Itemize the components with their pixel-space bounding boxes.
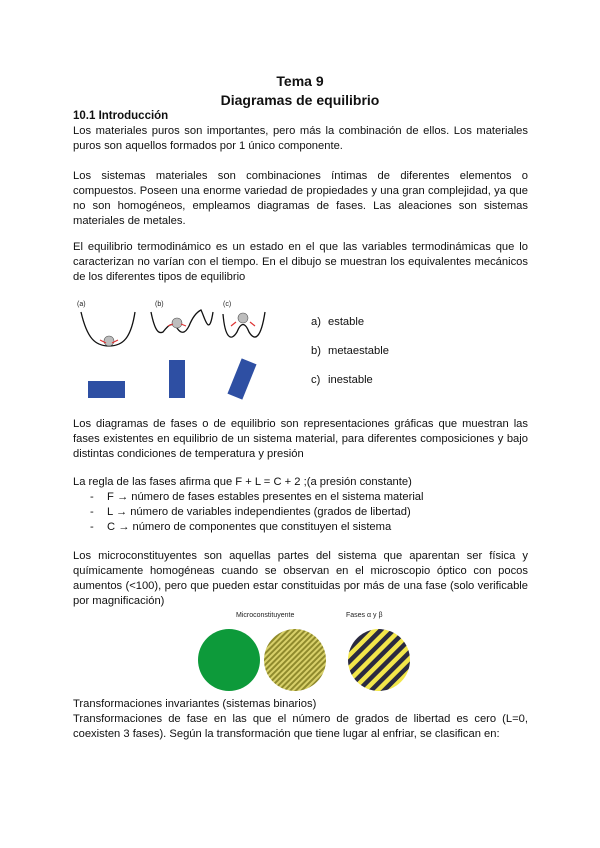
- paragraph-material-systems: Los sistemas materiales son combinaciones íntimas de diferentes elementos o compuestos. Poseen una enorme variedad de propiedades y una gran complejidad, ya que no son homogéneos, empleamos diagramas de fases. Las aleaciones son sistemas materiales de metales.: [73, 170, 528, 227]
- paragraph-phase-diagrams: Los diagramas de fases o de equilibrio son representaciones gráficas que muestran las fases existentes en equilibrio de un sistema material, para diferentes composiciones y bajo distintas condiciones de temperatura y presión: [73, 418, 528, 460]
- option-key: a): [311, 316, 321, 328]
- label-phases: Fases α y β: [346, 612, 383, 619]
- figure-label-b: (b): [155, 301, 164, 308]
- unstable-block: [227, 358, 256, 399]
- chapter-title: Tema 9: [276, 73, 324, 89]
- figure-label-c: (c): [223, 301, 232, 308]
- option-unstable: [311, 374, 373, 386]
- paragraph-microconstituents: Los microconstituyentes son aquellas partes del sistema que aparentan ser física y químicamente homogéneas cuando se observan en el microscopio óptico con pocos aumentos (<100), pero que pueden estar constituidas por más de una fase (solo verificable por magnificación): [73, 550, 528, 607]
- bullet-item: [90, 490, 424, 505]
- label-microconstituent: Microconstituyente: [236, 612, 295, 619]
- bullet-text: F → número de fases estables presentes en el sistema material: [107, 491, 424, 503]
- stable-block: [88, 381, 125, 398]
- metastable-block: [169, 360, 185, 398]
- bullet-dash: -: [90, 491, 94, 503]
- unstable-ball: [238, 313, 248, 323]
- option-text: inestable: [328, 374, 373, 386]
- bullet-dash: -: [90, 521, 94, 533]
- metastable-ball: [172, 318, 182, 328]
- option-key: c): [311, 374, 321, 386]
- paragraph-invariant-description: Transformaciones de fase en las que el número de grados de libertad es cero (L=0, coexisten 3 fases). Según la transformación que tiene lugar al enfriar, se clasifican en:: [73, 713, 528, 740]
- figure-label-a: (a): [77, 301, 86, 308]
- option-text: estable: [328, 316, 365, 328]
- bullet-item: [90, 520, 391, 535]
- option-metastable: [311, 345, 389, 357]
- paragraph-invariant-title: Transformaciones invariantes (sistemas binarios): [73, 698, 317, 710]
- equilibrium-figure: [73, 298, 283, 402]
- section-heading: 10.1 Introducción: [73, 110, 169, 122]
- paragraph-phase-rule: La regla de las fases afirma que F + L = C + 2 ;(a presión constante): [73, 476, 412, 488]
- bullet-text: C → número de componentes que constituyen el sistema: [107, 521, 392, 533]
- green-phase-circle: [198, 629, 260, 691]
- bullet-item: [90, 505, 411, 520]
- paragraph-pure-materials: Los materiales puros son importantes, pero más la combinación de ellos. Los materiales puros son aquellos formados por 1 único componente.: [73, 125, 528, 152]
- option-key: b): [311, 345, 321, 357]
- paragraph-thermodynamic-equilibrium: El equilibrio termodinámico es un estado en el que las variables termodinámicas que lo caracterizan no varían con el tiempo. En el dibujo se muestran los equivalentes mecánicos de los diferentes tipos de equilibrio: [73, 241, 528, 283]
- microconstituent-figure: [196, 608, 414, 692]
- chapter-subtitle: Diagramas de equilibrio: [220, 92, 380, 108]
- bullet-dash: -: [90, 506, 94, 518]
- striped-phases-circle: [348, 629, 410, 691]
- stable-ball: [104, 336, 114, 346]
- option-stable: [311, 316, 364, 328]
- option-text: metaestable: [328, 345, 389, 357]
- olive-microstructure-circle: [264, 629, 326, 691]
- bullet-text: L → número de variables independientes (grados de libertad): [107, 506, 411, 518]
